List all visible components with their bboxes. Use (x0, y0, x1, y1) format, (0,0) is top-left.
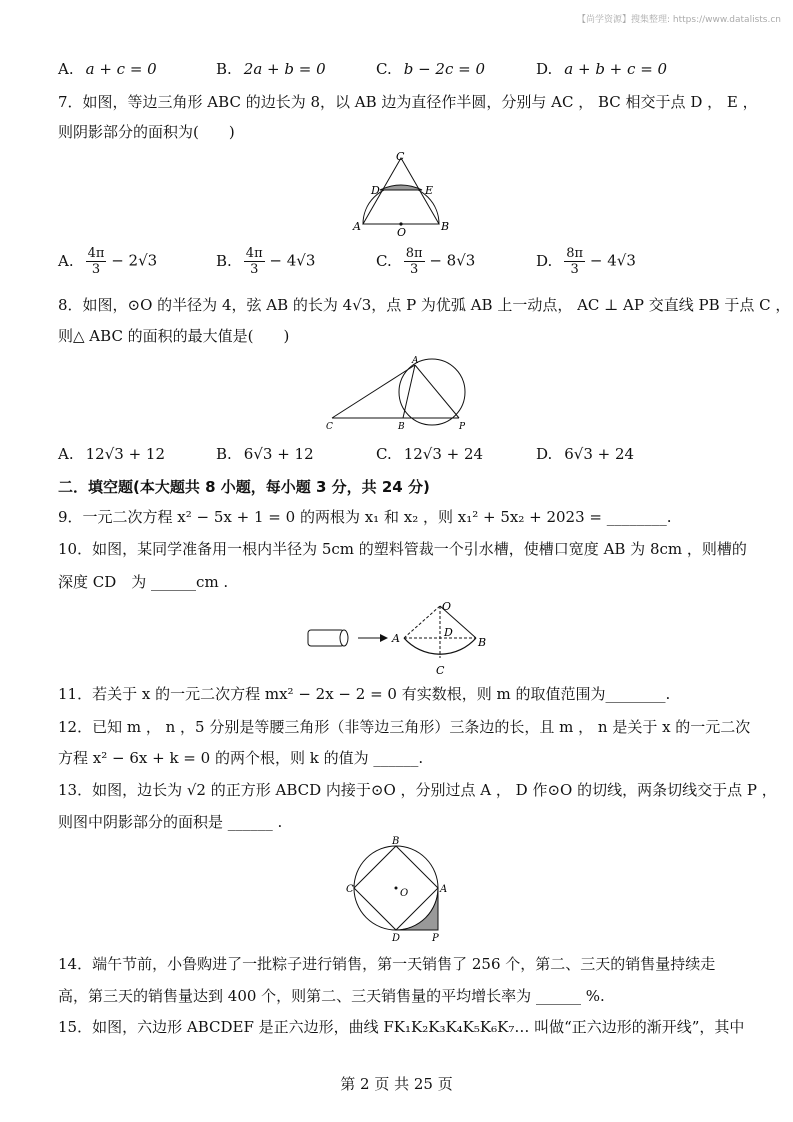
q7-figure (345, 148, 455, 236)
option-text: a + b + c = 0 (564, 60, 668, 78)
fraction: $\frac{8\pi}{3}$ (566, 246, 584, 277)
q12-line1: 12．已知 m ， n ，5 分别是等腰三角形（非等边三角形）三条边的长，且 m ， n 是关于 x 的一元二次 (58, 718, 751, 736)
option-text: 12√3 + 24 (403, 445, 484, 463)
label-p: P (459, 422, 466, 432)
q15-line1: 15．如图，六边形 ABCDEF 是正六边形，曲线 FK₁K₂K₃K₄K₅K₆K₇… 叫做“正六边形的渐开线”，其中 (58, 1018, 745, 1036)
fraction: $\frac{4\pi}{3}$ (87, 246, 105, 277)
option-label: B. (216, 445, 232, 463)
q14-line1: 14．端午节前，小鲁购进了一批粽子进行销售，第一天销售了 256 个，第二、三天的销售量持续走 (58, 955, 716, 973)
q8-line1: 8．如图，⊙O 的半径为 4，弦 AB 的长为 4√3，点 P 为优弧 AB 上一动点， AC ⊥ AP 交直线 PB 于点 C ， (58, 296, 791, 314)
option-label: A. (58, 251, 74, 270)
option-text: − 8√3 (429, 251, 476, 270)
watermark: 【尚学资源】搜集整理: https://www.datalists.cn (577, 15, 781, 25)
q10-line1: 10．如图，某同学准备用一根内半径为 5cm 的塑料管裁一个引水槽，使槽口宽度 AB 为 8cm ，则槽的 (58, 540, 747, 558)
q9: 9．一元二次方程 x² − 5x + 1 = 0 的两根为 x₁ 和 x₂ ，则 x₁² + 5x₂ + 2023 = ________. (58, 508, 672, 526)
option-text: − 2√3 (111, 251, 158, 270)
q11: 11．若关于 x 的一元二次方程 mx² − 2x − 2 = 0 有实数根，则 m 的取值范围为________. (58, 685, 671, 703)
fraction: $\frac{4\pi}{3}$ (245, 246, 263, 277)
q6-options (58, 60, 738, 84)
label-d: D (444, 626, 453, 639)
option-label: A. (58, 445, 74, 463)
label-c: C (436, 664, 445, 677)
option-label: D. (536, 60, 553, 78)
q7-line2: 则阴影部分的面积为( ) (58, 123, 235, 141)
arrow-head (380, 634, 388, 642)
option-label: B. (216, 251, 232, 270)
option-label: C. (376, 445, 392, 463)
option-label: B. (216, 60, 232, 78)
label-a: A (440, 884, 448, 895)
option-text: − 4√3 (269, 251, 316, 270)
q13-figure (340, 834, 460, 944)
label-a: A (353, 220, 361, 233)
q7-options (58, 246, 738, 282)
label-d: D (371, 184, 380, 197)
q12-line2: 方程 x² − 6x + k = 0 的两个根，则 k 的值为 ______. (58, 749, 424, 767)
q14-line2: 高，第三天的销售量达到 400 个，则第二、三天销售量的平均增长率为 ______ %. (58, 987, 605, 1005)
page-footer: 第 2 页 共 25 页 (340, 1075, 453, 1093)
label-o: O (400, 888, 409, 899)
line-ap (415, 365, 459, 418)
option-text: 6√3 + 24 (564, 445, 635, 463)
label-o: O (442, 600, 452, 613)
option-label: C. (376, 251, 392, 270)
q8-line2: 则△ ABC 的面积的最大值是( ) (58, 327, 290, 345)
option-label: D. (536, 251, 553, 270)
label-c: C (326, 422, 333, 432)
pipe-end (340, 630, 348, 646)
option-text: a + c = 0 (85, 60, 157, 78)
label-a: A (412, 356, 419, 366)
shaded-region (380, 185, 422, 190)
label-p: P (432, 933, 439, 944)
q13-line1: 13．如图，边长为 √2 的正方形 ABCD 内接于⊙O ，分别过点 A ， D 作⊙O 的切线，两条切线交于点 P ， (58, 781, 777, 799)
option-label: A. (58, 60, 74, 78)
label-e: E (425, 184, 434, 197)
pipe (308, 630, 344, 646)
line-oa (404, 606, 440, 638)
option-text: 6√3 + 12 (243, 445, 314, 463)
section-heading: 二．填空题(本大题共 8 小题，每小题 3 分，共 24 分) (58, 478, 430, 496)
label-b: B (478, 636, 487, 649)
q13-line2: 则图中阴影部分的面积是 ______ . (58, 813, 283, 831)
line-ca (332, 365, 415, 418)
q10-line2: 深度 CD 为 ______cm . (58, 573, 229, 591)
label-c: C (396, 150, 405, 163)
label-a: A (392, 632, 400, 645)
fraction: $\frac{8\pi}{3}$ (405, 246, 423, 277)
q10-figure (300, 598, 500, 678)
q8-figure (322, 354, 472, 432)
option-text: 12√3 + 12 (85, 445, 165, 463)
q7-line1: 7．如图，等边三角形 ABC 的边长为 8，以 AB 边为直径作半圆，分别与 AC ， BC 相交于点 D ， E ， (58, 93, 758, 111)
label-b: B (392, 836, 400, 847)
label-c: C (346, 884, 354, 895)
option-label: D. (536, 445, 553, 463)
option-text: − 4√3 (589, 251, 636, 270)
label-o: O (397, 226, 407, 236)
center-o (395, 887, 398, 890)
option-text: 2a + b = 0 (243, 60, 326, 78)
option-label: C. (376, 60, 392, 78)
label-d: D (392, 933, 401, 944)
option-text: b − 2c = 0 (403, 60, 486, 78)
label-b: B (398, 422, 405, 432)
q8-options (58, 445, 738, 469)
label-b: B (441, 220, 450, 233)
